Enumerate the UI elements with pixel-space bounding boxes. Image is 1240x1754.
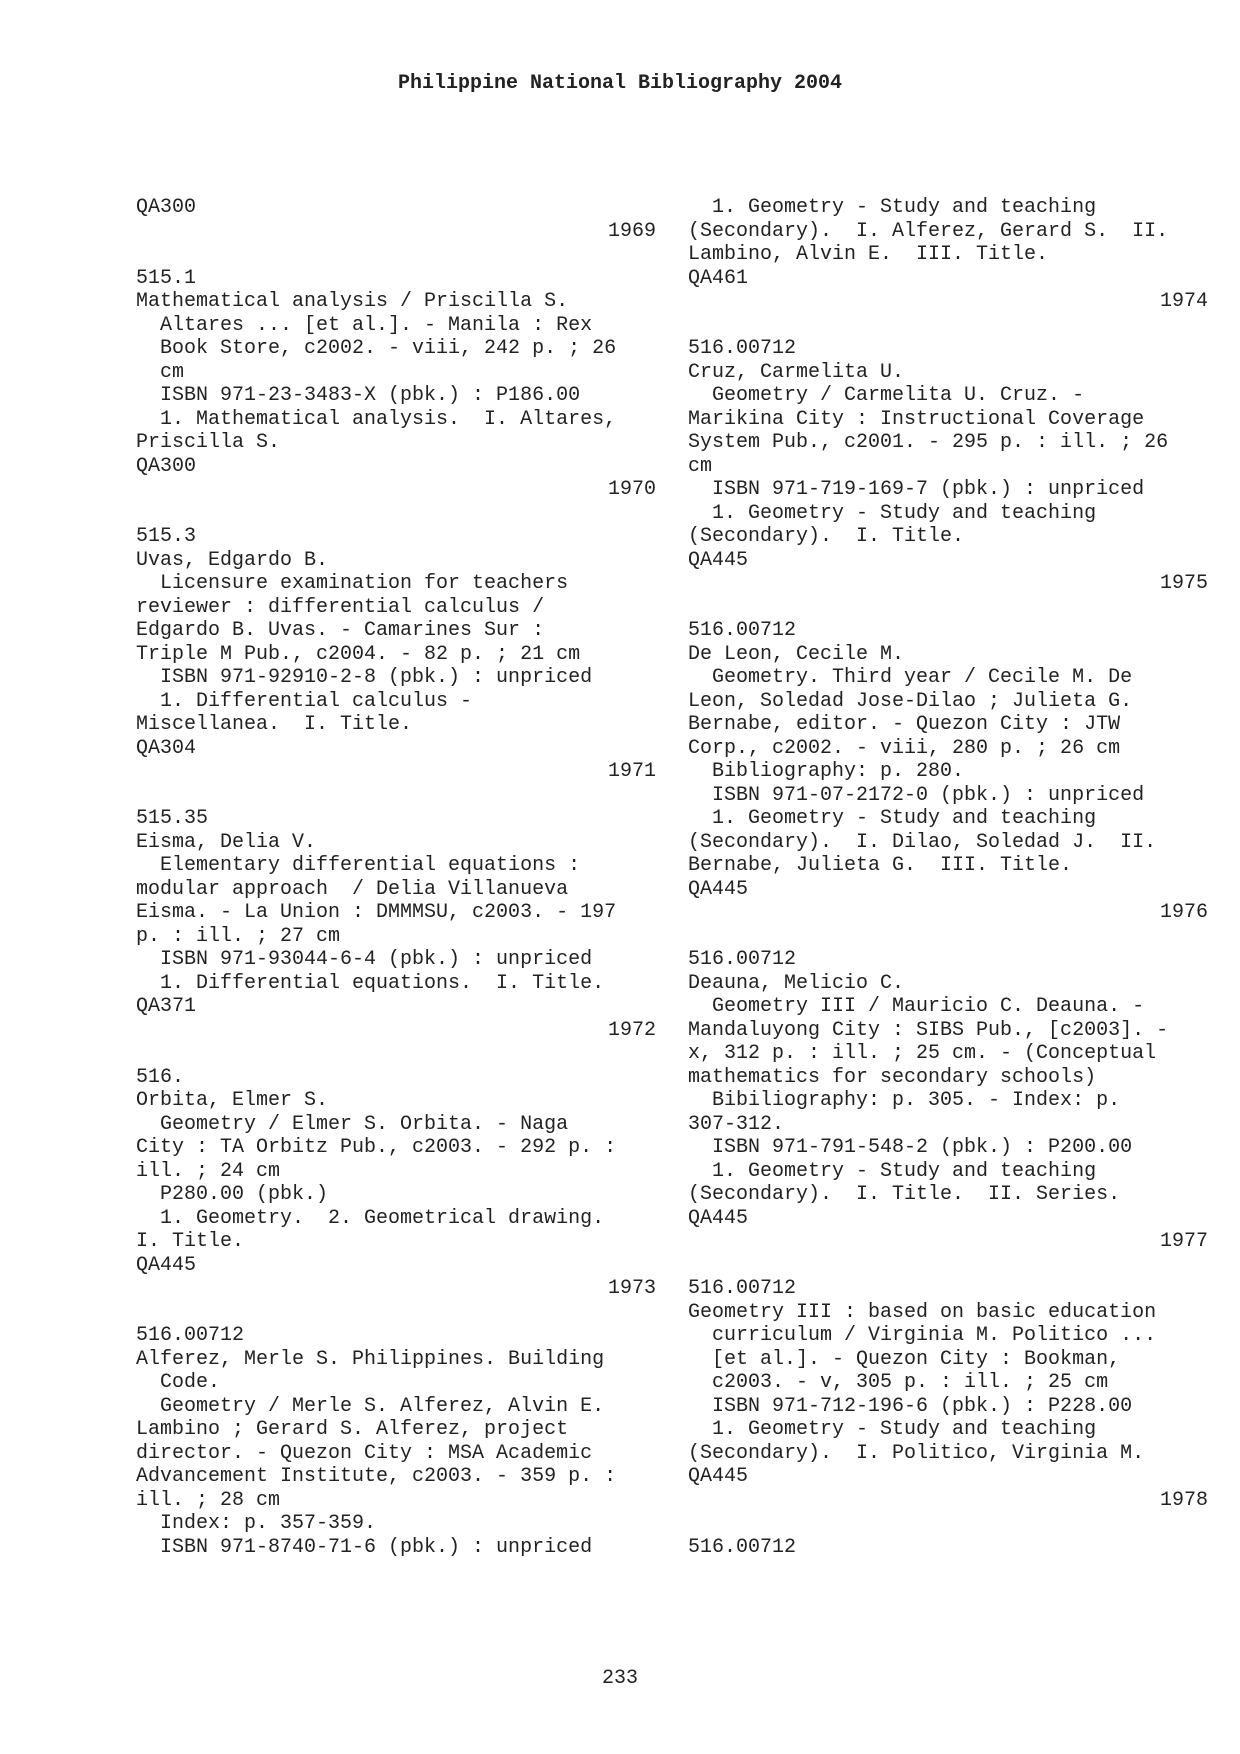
text-line: 515.1 [136, 266, 197, 290]
entry-number: 1970 [607, 478, 656, 501]
text-line: De Leon, Cecile M. [688, 642, 905, 666]
text-line: Eisma. - La Union : DMMMSU, c2003. - 197 [136, 901, 617, 924]
text-line: reviewer : differential calculus / [136, 595, 545, 619]
text-line: [et al.]. - Quezon City : Bookman, [688, 1347, 1121, 1371]
page-title: Philippine National Bibliography 2004 [397, 72, 843, 95]
text-line: 516.00712 [688, 619, 797, 642]
text-line: ISBN 971-8740-71-6 (pbk.) : unpriced [136, 1535, 593, 1559]
right-column [688, 196, 1208, 1559]
text-line: Leon, Soledad Jose-Dilao ; Julieta G. [688, 689, 1133, 713]
text-line: QA445 [136, 1253, 197, 1277]
text-line: Eisma, Delia V. [136, 830, 317, 854]
text-line: Priscilla S. [136, 431, 281, 454]
page-number: 233 [601, 1667, 638, 1690]
entry-number: 1973 [607, 1277, 656, 1300]
text-line: p. : ill. ; 27 cm [136, 924, 341, 948]
text-line: QA445 [688, 1206, 749, 1230]
text-line: 515.35 [136, 807, 209, 830]
text-line: Alferez, Merle S. Philippines. Building [136, 1347, 605, 1371]
text-line: Triple M Pub., c2004. - 82 p. ; 21 cm [136, 642, 581, 666]
text-line: Code. [136, 1371, 221, 1394]
text-line: 1. Mathematical analysis. I. Altares, [136, 407, 617, 431]
text-line: Altares ... [et al.]. - Manila : Rex [136, 313, 593, 337]
text-line: 516. [136, 1065, 185, 1089]
entry-number: 1972 [607, 1018, 656, 1042]
text-line: 1. Geometry - Study and teaching [688, 1159, 1097, 1183]
blank-line [688, 1512, 1208, 1536]
blank-line [688, 1254, 1208, 1278]
text-line: 516.00712 [688, 1535, 797, 1559]
text-line: Bernabe, Julieta G. III. Title. [688, 854, 1073, 877]
text-line: Miscellanea. I. Title. [136, 713, 413, 736]
text-line: 1. Differential calculus - [136, 689, 473, 713]
text-line: Cruz, Carmelita U. [688, 360, 905, 384]
text-line: ISBN 971-93044-6-4 (pbk.) : unpriced [136, 948, 593, 971]
blank-line [136, 1042, 656, 1066]
text-line: QA300 [136, 454, 197, 478]
text-line: Geometry / Merle S. Alferez, Alvin E. [136, 1394, 605, 1418]
text-line: Index: p. 357-359. [136, 1512, 377, 1535]
entry-number: 1976 [1159, 901, 1208, 924]
text-line: Licensure examination for teachers [136, 572, 569, 595]
text-line: mathematics for secondary schools) [688, 1065, 1097, 1089]
text-line: 515.3 [136, 525, 197, 548]
text-line: x, 312 p. : ill. ; 25 cm. - (Conceptual [688, 1042, 1157, 1065]
blank-line [688, 925, 1208, 949]
text-line: c2003. - v, 305 p. : ill. ; 25 cm [688, 1371, 1109, 1394]
text-line: Edgardo B. Uvas. - Camarines Sur : [136, 619, 545, 642]
text-line: 516.00712 [688, 337, 797, 360]
text-line: ill. ; 28 cm [136, 1488, 281, 1512]
text-line: Bibiliography: p. 305. - Index: p. [688, 1089, 1121, 1112]
text-line: Geometry. Third year / Cecile M. De [688, 666, 1133, 689]
text-line: 1. Geometry - Study and teaching [688, 196, 1097, 219]
text-line: 1. Differential equations. I. Title. [136, 971, 605, 995]
text-line: QA461 [688, 266, 749, 290]
entry-number: 1977 [1159, 1230, 1208, 1253]
text-line: Book Store, c2002. - viii, 242 p. ; 26 [136, 337, 617, 360]
text-line: System Pub., c2001. - 295 p. : ill. ; 26 [688, 431, 1169, 454]
text-line: QA300 [136, 196, 197, 219]
text-line: 516.00712 [688, 1277, 797, 1300]
entry-number: 1969 [607, 219, 656, 243]
text-line: P280.00 (pbk.) [136, 1183, 329, 1206]
entry-number: 1978 [1159, 1488, 1208, 1512]
text-line: Bernabe, editor. - Quezon City : JTW [688, 713, 1121, 736]
text-line: (Secondary). I. Title. [688, 525, 965, 548]
text-line: (Secondary). I. Politico, Virginia M. [688, 1441, 1145, 1465]
text-line: 1. Geometry - Study and teaching [688, 501, 1097, 525]
text-line: ill. ; 24 cm [136, 1159, 281, 1183]
text-line: curriculum / Virginia M. Politico ... [688, 1324, 1157, 1347]
text-line: modular approach / Delia Villanueva [136, 877, 569, 901]
blank-line [136, 1301, 656, 1325]
text-line: (Secondary). I. Title. II. Series. [688, 1183, 1121, 1206]
text-line: QA445 [688, 548, 749, 572]
entry-number: 1975 [1159, 572, 1208, 595]
text-line: ISBN 971-719-169-7 (pbk.) : unpriced [688, 478, 1145, 501]
text-line: (Secondary). I. Dilao, Soledad J. II. [688, 830, 1157, 854]
text-line: QA371 [136, 995, 197, 1018]
text-line: 307-312. [688, 1112, 785, 1136]
text-line: Uvas, Edgardo B. [136, 548, 329, 572]
text-line: I. Title. [136, 1230, 245, 1253]
text-line: 1. Geometry. 2. Geometrical drawing. [136, 1206, 605, 1230]
text-line: Mandaluyong City : SIBS Pub., [c2003]. - [688, 1018, 1169, 1042]
text-line: Elementary differential equations : [136, 854, 581, 877]
text-line: director. - Quezon City : MSA Academic [136, 1441, 593, 1465]
text-line: Geometry / Elmer S. Orbita. - Naga [136, 1112, 569, 1136]
text-line: Corp., c2002. - viii, 280 p. ; 26 cm [688, 736, 1121, 760]
blank-line [136, 784, 656, 808]
entry-number: 1974 [1159, 290, 1208, 313]
text-line: Marikina City : Instructional Coverage [688, 407, 1145, 431]
text-line: ISBN 971-92910-2-8 (pbk.) : unpriced [136, 666, 593, 689]
text-line: QA304 [136, 736, 197, 760]
blank-line [136, 243, 656, 267]
blank-line [136, 502, 656, 526]
text-line: cm [688, 454, 713, 478]
text-line: (Secondary). I. Alferez, Gerard S. II. [688, 219, 1169, 243]
entry-number: 1971 [607, 760, 656, 783]
text-line: 1. Geometry - Study and teaching [688, 807, 1097, 830]
text-line: Geometry / Carmelita U. Cruz. - [688, 384, 1085, 407]
text-line: 516.00712 [136, 1324, 245, 1347]
text-line: Orbita, Elmer S. [136, 1089, 329, 1112]
text-line: Advancement Institute, c2003. - 359 p. : [136, 1465, 617, 1488]
blank-line [688, 314, 1208, 338]
blank-line [688, 596, 1208, 620]
text-line: QA445 [688, 1465, 749, 1488]
left-column [136, 196, 656, 1559]
text-line: ISBN 971-07-2172-0 (pbk.) : unpriced [688, 783, 1145, 807]
text-line: Deauna, Melicio C. [688, 971, 905, 995]
text-line: Mathematical analysis / Priscilla S. [136, 290, 569, 313]
text-line: Lambino, Alvin E. III. Title. [688, 243, 1049, 266]
text-line: QA445 [688, 877, 749, 901]
text-line: ISBN 971-791-548-2 (pbk.) : P200.00 [688, 1136, 1133, 1159]
text-line: ISBN 971-712-196-6 (pbk.) : P228.00 [688, 1394, 1133, 1418]
text-line: cm [136, 360, 185, 384]
text-line: City : TA Orbitz Pub., c2003. - 292 p. : [136, 1136, 617, 1159]
text-line: 516.00712 [688, 948, 797, 971]
text-line: Bibliography: p. 280. [688, 760, 965, 783]
text-line: ISBN 971-23-3483-X (pbk.) : P186.00 [136, 384, 581, 407]
text-line: 1. Geometry - Study and teaching [688, 1418, 1097, 1441]
text-line: Geometry III : based on basic education [688, 1300, 1157, 1324]
text-line: Geometry III / Mauricio C. Deauna. - [688, 995, 1145, 1018]
text-line: Lambino ; Gerard S. Alferez, project [136, 1418, 569, 1441]
